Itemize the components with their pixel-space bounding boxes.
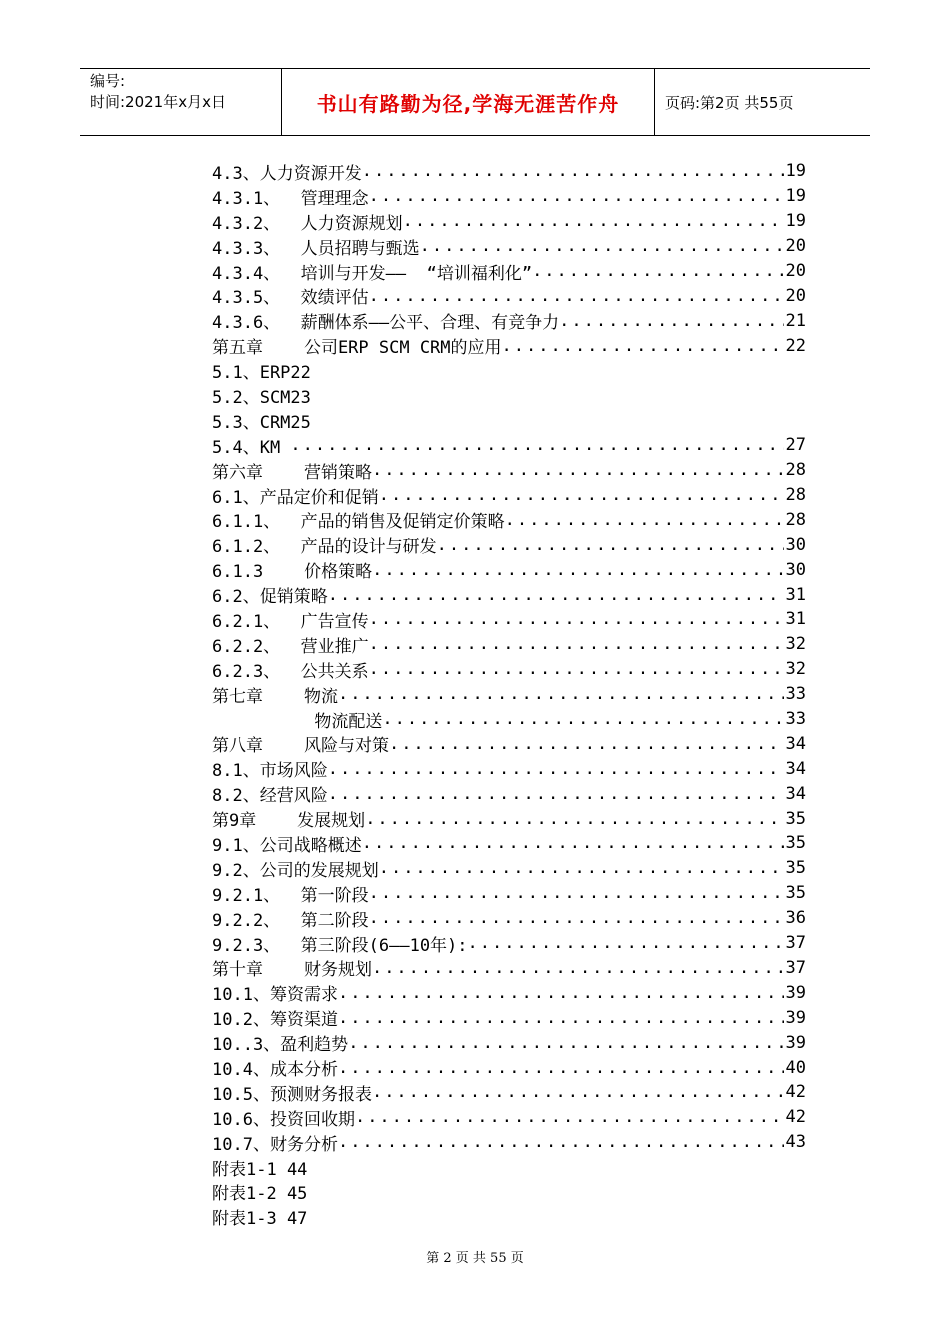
toc-entry-title: 9.2.2、 第二阶段 <box>212 910 369 931</box>
toc-entry-title: 10.1、筹资需求 <box>212 985 338 1006</box>
toc-entry-page: 36 <box>785 908 806 929</box>
toc-leader-dots <box>369 908 784 928</box>
toc-entry[interactable] <box>212 333 806 358</box>
toc-entry[interactable] <box>212 209 806 234</box>
toc-entry[interactable] <box>212 980 806 1005</box>
toc-entry-title: 第七章 物流 <box>212 686 338 707</box>
toc-leader-dots <box>369 659 784 679</box>
toc-leader-dots <box>420 236 784 256</box>
toc-entry-page: 34 <box>785 783 806 804</box>
toc-entry[interactable] <box>212 1180 806 1205</box>
toc-entry-title: 6.2、促销策略 <box>212 587 328 608</box>
toc-leader-dots <box>403 211 784 231</box>
toc-entry-title: 物流配送 <box>212 711 383 732</box>
toc-entry-page: 35 <box>785 883 806 904</box>
toc-entry-title: 第十章 财务规划 <box>212 960 372 981</box>
toc-leader-dots <box>338 684 784 704</box>
toc-entry[interactable] <box>212 707 806 732</box>
toc-entry[interactable] <box>212 906 806 931</box>
toc-entry-title: 附表1-3 47 <box>212 1209 308 1230</box>
toc-leader-dots <box>372 560 783 580</box>
toc-entry[interactable] <box>212 632 806 657</box>
toc-leader-dots <box>505 510 784 530</box>
toc-entry[interactable] <box>212 682 806 707</box>
toc-entry-page: 39 <box>785 982 806 1003</box>
toc-entry[interactable] <box>212 756 806 781</box>
toc-entry[interactable] <box>212 1055 806 1080</box>
toc-leader-dots <box>369 286 784 306</box>
toc-entry-title: 第六章 营销策略 <box>212 462 372 483</box>
toc-leader-dots <box>355 1107 784 1127</box>
toc-entry-page: 32 <box>785 659 806 680</box>
toc-entry[interactable] <box>212 358 806 383</box>
toc-entry-page: 20 <box>785 285 806 306</box>
toc-entry-page: 28 <box>785 485 806 506</box>
toc-entry[interactable] <box>212 582 806 607</box>
toc-entry[interactable] <box>212 532 806 557</box>
toc-leader-dots <box>369 186 784 206</box>
toc-entry-page: 21 <box>785 310 806 331</box>
toc-entry[interactable] <box>212 259 806 284</box>
toc-entry-page: 34 <box>785 733 806 754</box>
toc-entry-page: 28 <box>785 509 806 530</box>
toc-entry[interactable] <box>212 931 806 956</box>
toc-entry[interactable] <box>212 1030 806 1055</box>
toc-entry[interactable] <box>212 458 806 483</box>
toc-entry-title: 6.1.3 价格策略 <box>212 562 373 583</box>
toc-entry[interactable] <box>212 731 806 756</box>
toc-entry-page: 39 <box>785 1007 806 1028</box>
toc-entry-title: 附表1-1 44 <box>212 1159 308 1180</box>
toc-entry-title: 6.2.3、 公共关系 <box>212 661 369 682</box>
toc-entry[interactable] <box>212 607 806 632</box>
header-page-info: 页码:第2页 共55页 <box>665 93 794 112</box>
toc-entry-title: 6.2.2、 营业推广 <box>212 636 369 657</box>
toc-entry-title: 5.1、ERP22 <box>212 363 311 384</box>
toc-leader-dots <box>338 1132 784 1152</box>
toc-leader-dots <box>559 311 783 331</box>
toc-entry-title: 10.2、筹资渠道 <box>212 1010 338 1031</box>
toc-entry[interactable] <box>212 433 806 458</box>
toc-leader-dots <box>328 784 784 804</box>
toc-entry-page: 35 <box>785 808 806 829</box>
toc-entry-page: 43 <box>785 1132 806 1153</box>
toc-entry-page: 31 <box>785 609 806 630</box>
toc-entry-title: 5.2、SCM23 <box>212 387 311 408</box>
toc-leader-dots <box>372 958 784 978</box>
toc-entry-page: 37 <box>785 957 806 978</box>
toc-leader-dots <box>290 435 783 455</box>
toc-entry-title: 9.2.3、 第三阶段(6——10年): <box>212 935 468 956</box>
toc-leader-dots <box>369 634 784 654</box>
toc-entry[interactable] <box>212 1105 806 1130</box>
toc-entry[interactable] <box>212 956 806 981</box>
toc-entry-page: 40 <box>785 1057 806 1078</box>
toc-entry-title: 6.1、产品定价和促销 <box>212 487 379 508</box>
toc-leader-dots <box>328 585 784 605</box>
page-footer: 第 2 页 共 55 页 <box>426 1251 524 1266</box>
toc-entry-page: 35 <box>785 858 806 879</box>
toc-entry-title: 8.1、市场风险 <box>212 761 328 782</box>
page-header <box>80 68 870 136</box>
toc-entry-page: 34 <box>785 758 806 779</box>
toc-entry[interactable] <box>212 159 806 184</box>
toc-entry-title: 4.3.4、 培训与开发—— “培训福利化” <box>212 263 533 284</box>
toc-entry[interactable] <box>212 881 806 906</box>
toc-entry-title: 第五章 公司ERP SCM CRM的应用 <box>212 338 502 359</box>
toc-entry-title: 10.7、财务分析 <box>212 1134 338 1155</box>
toc-entry[interactable] <box>212 831 806 856</box>
header-meta <box>80 69 282 135</box>
toc-entry[interactable] <box>212 1204 806 1229</box>
toc-entry[interactable] <box>212 1080 806 1105</box>
toc-entry-title: 4.3.6、 薪酬体系——公平、合理、有竞争力 <box>212 313 560 334</box>
toc-entry[interactable] <box>212 483 806 508</box>
toc-entry[interactable] <box>212 1005 806 1030</box>
toc-entry[interactable] <box>212 507 806 532</box>
toc-leader-dots <box>365 809 783 829</box>
toc-leader-dots <box>382 709 783 729</box>
toc-entry-title: 5.4、KM <box>212 437 291 458</box>
toc-entry-page: 31 <box>785 584 806 605</box>
toc-entry[interactable] <box>212 308 806 333</box>
toc-entry-title: 5.3、CRM25 <box>212 412 311 433</box>
toc-entry-title: 8.2、经营风险 <box>212 786 328 807</box>
table-of-contents <box>212 159 806 1229</box>
toc-entry-title: 6.2.1、 广告宣传 <box>212 611 369 632</box>
toc-leader-dots <box>437 535 784 555</box>
toc-leader-dots <box>379 485 784 505</box>
toc-entry-title: 10.4、成本分析 <box>212 1060 338 1080</box>
header-motto: 书山有路勤为径,学海无涯苦作舟 <box>282 69 655 135</box>
toc-entry-title: 第9章 发展规划 <box>212 811 366 832</box>
toc-entry[interactable] <box>212 283 806 308</box>
toc-entry-title: 4.3.3、 人员招聘与甄选 <box>212 238 420 259</box>
toc-leader-dots <box>338 1058 784 1078</box>
toc-entry-page: 19 <box>785 161 806 182</box>
toc-entry[interactable] <box>212 1130 806 1155</box>
toc-entry-page: 19 <box>785 186 806 207</box>
toc-leader-dots <box>362 161 784 181</box>
toc-entry[interactable] <box>212 781 806 806</box>
toc-entry-page: 22 <box>785 335 806 356</box>
toc-entry-title: 附表1-2 45 <box>212 1184 308 1205</box>
toc-entry-title: 10.6、投资回收期 <box>212 1109 355 1130</box>
toc-leader-dots <box>379 858 784 878</box>
toc-entry-page: 33 <box>785 684 806 705</box>
toc-entry-page: 42 <box>785 1107 806 1128</box>
toc-entry-title: 第八章 风险与对策 <box>212 736 389 757</box>
toc-entry[interactable] <box>212 383 806 408</box>
toc-entry[interactable] <box>212 657 806 682</box>
toc-entry[interactable] <box>212 1155 806 1180</box>
toc-entry-title: 4.3、人力资源开发 <box>212 163 362 184</box>
toc-entry-page: 20 <box>785 236 806 257</box>
toc-leader-dots <box>348 1033 783 1053</box>
toc-entry[interactable] <box>212 408 806 433</box>
toc-entry-page: 42 <box>785 1082 806 1103</box>
toc-entry-page: 32 <box>785 634 806 655</box>
toc-leader-dots <box>338 983 784 1003</box>
toc-entry-title: 10.5、预测财务报表 <box>212 1084 372 1105</box>
toc-entry-page: 39 <box>785 1032 806 1053</box>
toc-entry[interactable] <box>212 806 806 831</box>
toc-leader-dots <box>338 1008 784 1028</box>
toc-leader-dots <box>328 759 784 779</box>
toc-leader-dots <box>532 261 783 281</box>
toc-entry[interactable] <box>212 557 806 582</box>
header-number-label: 编号: <box>90 72 126 90</box>
toc-leader-dots <box>369 883 784 903</box>
toc-leader-dots <box>362 833 784 853</box>
toc-entry-page: 35 <box>785 833 806 854</box>
toc-entry-title: 9.2、公司的发展规划 <box>212 860 379 881</box>
toc-entry-page: 30 <box>785 534 806 555</box>
toc-entry-page: 37 <box>785 933 806 954</box>
toc-entry[interactable] <box>212 856 806 881</box>
toc-leader-dots <box>389 734 784 754</box>
toc-entry-title: 9.2.1、 第一阶段 <box>212 885 369 906</box>
toc-leader-dots <box>468 933 784 953</box>
toc-entry-title: 6.1.2、 产品的设计与研发 <box>212 537 437 558</box>
toc-entry-title: 10..3、盈利趋势 <box>212 1035 349 1056</box>
toc-entry-title: 6.1.1、 产品的销售及促销定价策略 <box>212 512 505 533</box>
toc-entry-title: 4.3.1、 管理理念 <box>212 188 369 209</box>
toc-leader-dots <box>369 609 784 629</box>
toc-entry[interactable] <box>212 234 806 259</box>
toc-entry[interactable] <box>212 184 806 209</box>
toc-entry-page: 33 <box>785 709 806 730</box>
toc-entry-page: 19 <box>785 211 806 232</box>
toc-entry-title: 4.3.5、 效绩评估 <box>212 288 369 309</box>
toc-entry-page: 30 <box>785 559 806 580</box>
toc-entry-title: 4.3.2、 人力资源规划 <box>212 213 403 234</box>
toc-entry-page: 27 <box>785 435 806 456</box>
toc-entry-page: 20 <box>785 261 806 281</box>
toc-leader-dots <box>372 460 784 480</box>
toc-leader-dots <box>502 336 784 356</box>
toc-leader-dots <box>372 1082 784 1102</box>
toc-entry-page: 28 <box>785 460 806 481</box>
toc-entry-title: 9.1、公司战略概述 <box>212 836 362 856</box>
header-time-label: 时间:2021年x月x日 <box>90 93 226 111</box>
